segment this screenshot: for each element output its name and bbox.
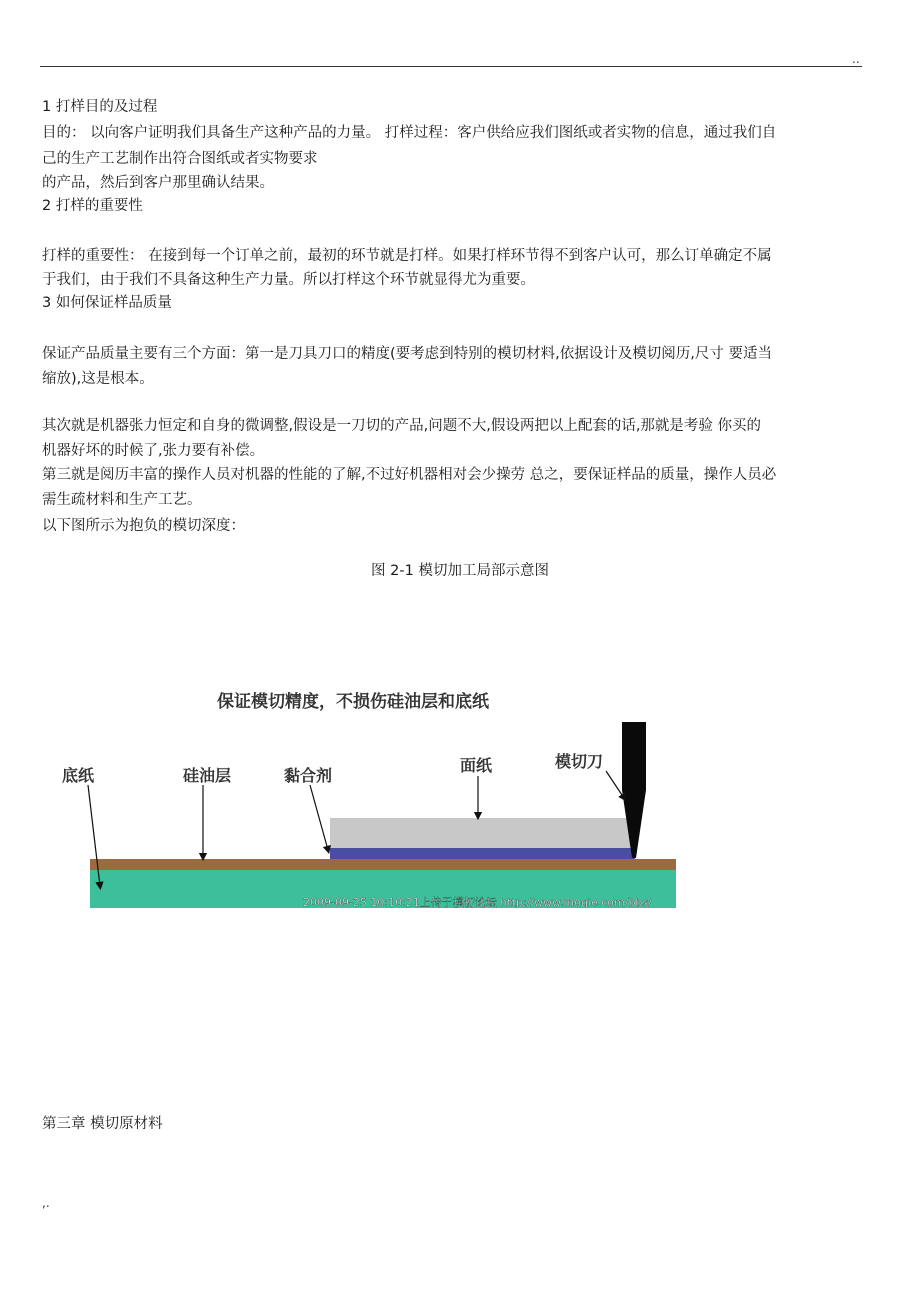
figure-caption: 图 2-1 模切加工局部示意图: [371, 563, 549, 579]
section-2-heading: 2 打样的重要性: [42, 198, 143, 214]
footer-mark: ,.: [42, 1196, 50, 1210]
paragraph-line: 第三就是阅历丰富的操作人员对机器的性能的了解,不过好机器相对会少操劳 总之，要保证样品的质量，操作人员必: [42, 467, 777, 483]
paragraph-line: 目的： 以向客户证明我们具备生产这种产品的力量。 打样过程：客户供给应我们图纸或者实物的信息，通过我们自: [42, 125, 777, 141]
paragraph-line: 于我们，由于我们不具备这种生产力量。所以打样这个环节就显得尤为重要。: [42, 272, 535, 288]
label-base-paper: 底纸: [62, 766, 95, 785]
section-3-heading: 3 如何保证样品质量: [42, 295, 172, 311]
chapter-heading: 第三章 模切原材料: [42, 1116, 163, 1132]
paragraph-line: 保证产品质量主要有三个方面：第一是刀具刀口的精度(要考虑到特别的模切材料,依据设计及模切阅历,尺寸 要适当: [42, 346, 772, 362]
paragraph-line: 机器好坏的时候了,张力要有补偿。: [42, 443, 265, 459]
arrow-adhesive: [310, 785, 328, 850]
arrow-die-knife: [606, 771, 624, 798]
paragraph-line: 需生疏材料和生产工艺。: [42, 492, 202, 508]
label-face-paper: 面纸: [460, 756, 493, 775]
face-paper-layer: [330, 818, 635, 848]
paragraph-line: 己的生产工艺制作出符合图纸或者实物要求: [42, 151, 318, 167]
adhesive-layer: [330, 848, 635, 859]
paragraph-line: 以下图所示为抱负的模切深度：: [42, 518, 245, 534]
header-mark: ..: [852, 52, 860, 66]
paragraph-line: 其次就是机器张力恒定和自身的微调整,假设是一刀切的产品,问题不大,假设两把以上配套的话,那就是考验 你买的: [42, 418, 762, 434]
label-die-knife: 模切刀: [555, 752, 604, 771]
paragraph-line: 的产品，然后到客户那里确认结果。: [42, 175, 274, 191]
paragraph-line: 缩放),这是根本。: [42, 371, 154, 387]
header-rule: [40, 66, 862, 67]
section-1-heading: 1 打样目的及过程: [42, 99, 158, 115]
die-cut-diagram: [40, 670, 700, 920]
diagram-title: 保证模切精度，不损伤硅油层和底纸: [217, 692, 489, 712]
silicone-oil-layer: [90, 859, 676, 870]
label-silicone-layer: 硅油层: [183, 766, 232, 785]
paragraph-line: 打样的重要性： 在接到每一个订单之前，最初的环节就是打样。如果打样环节得不到客户认可，那么订单确定不属: [42, 248, 772, 264]
watermark: 2009-09-25 10:10:21上传于模切论坛 http://www.moqie.com/bbs/: [303, 896, 652, 909]
label-adhesive: 黏合剂: [284, 766, 333, 785]
